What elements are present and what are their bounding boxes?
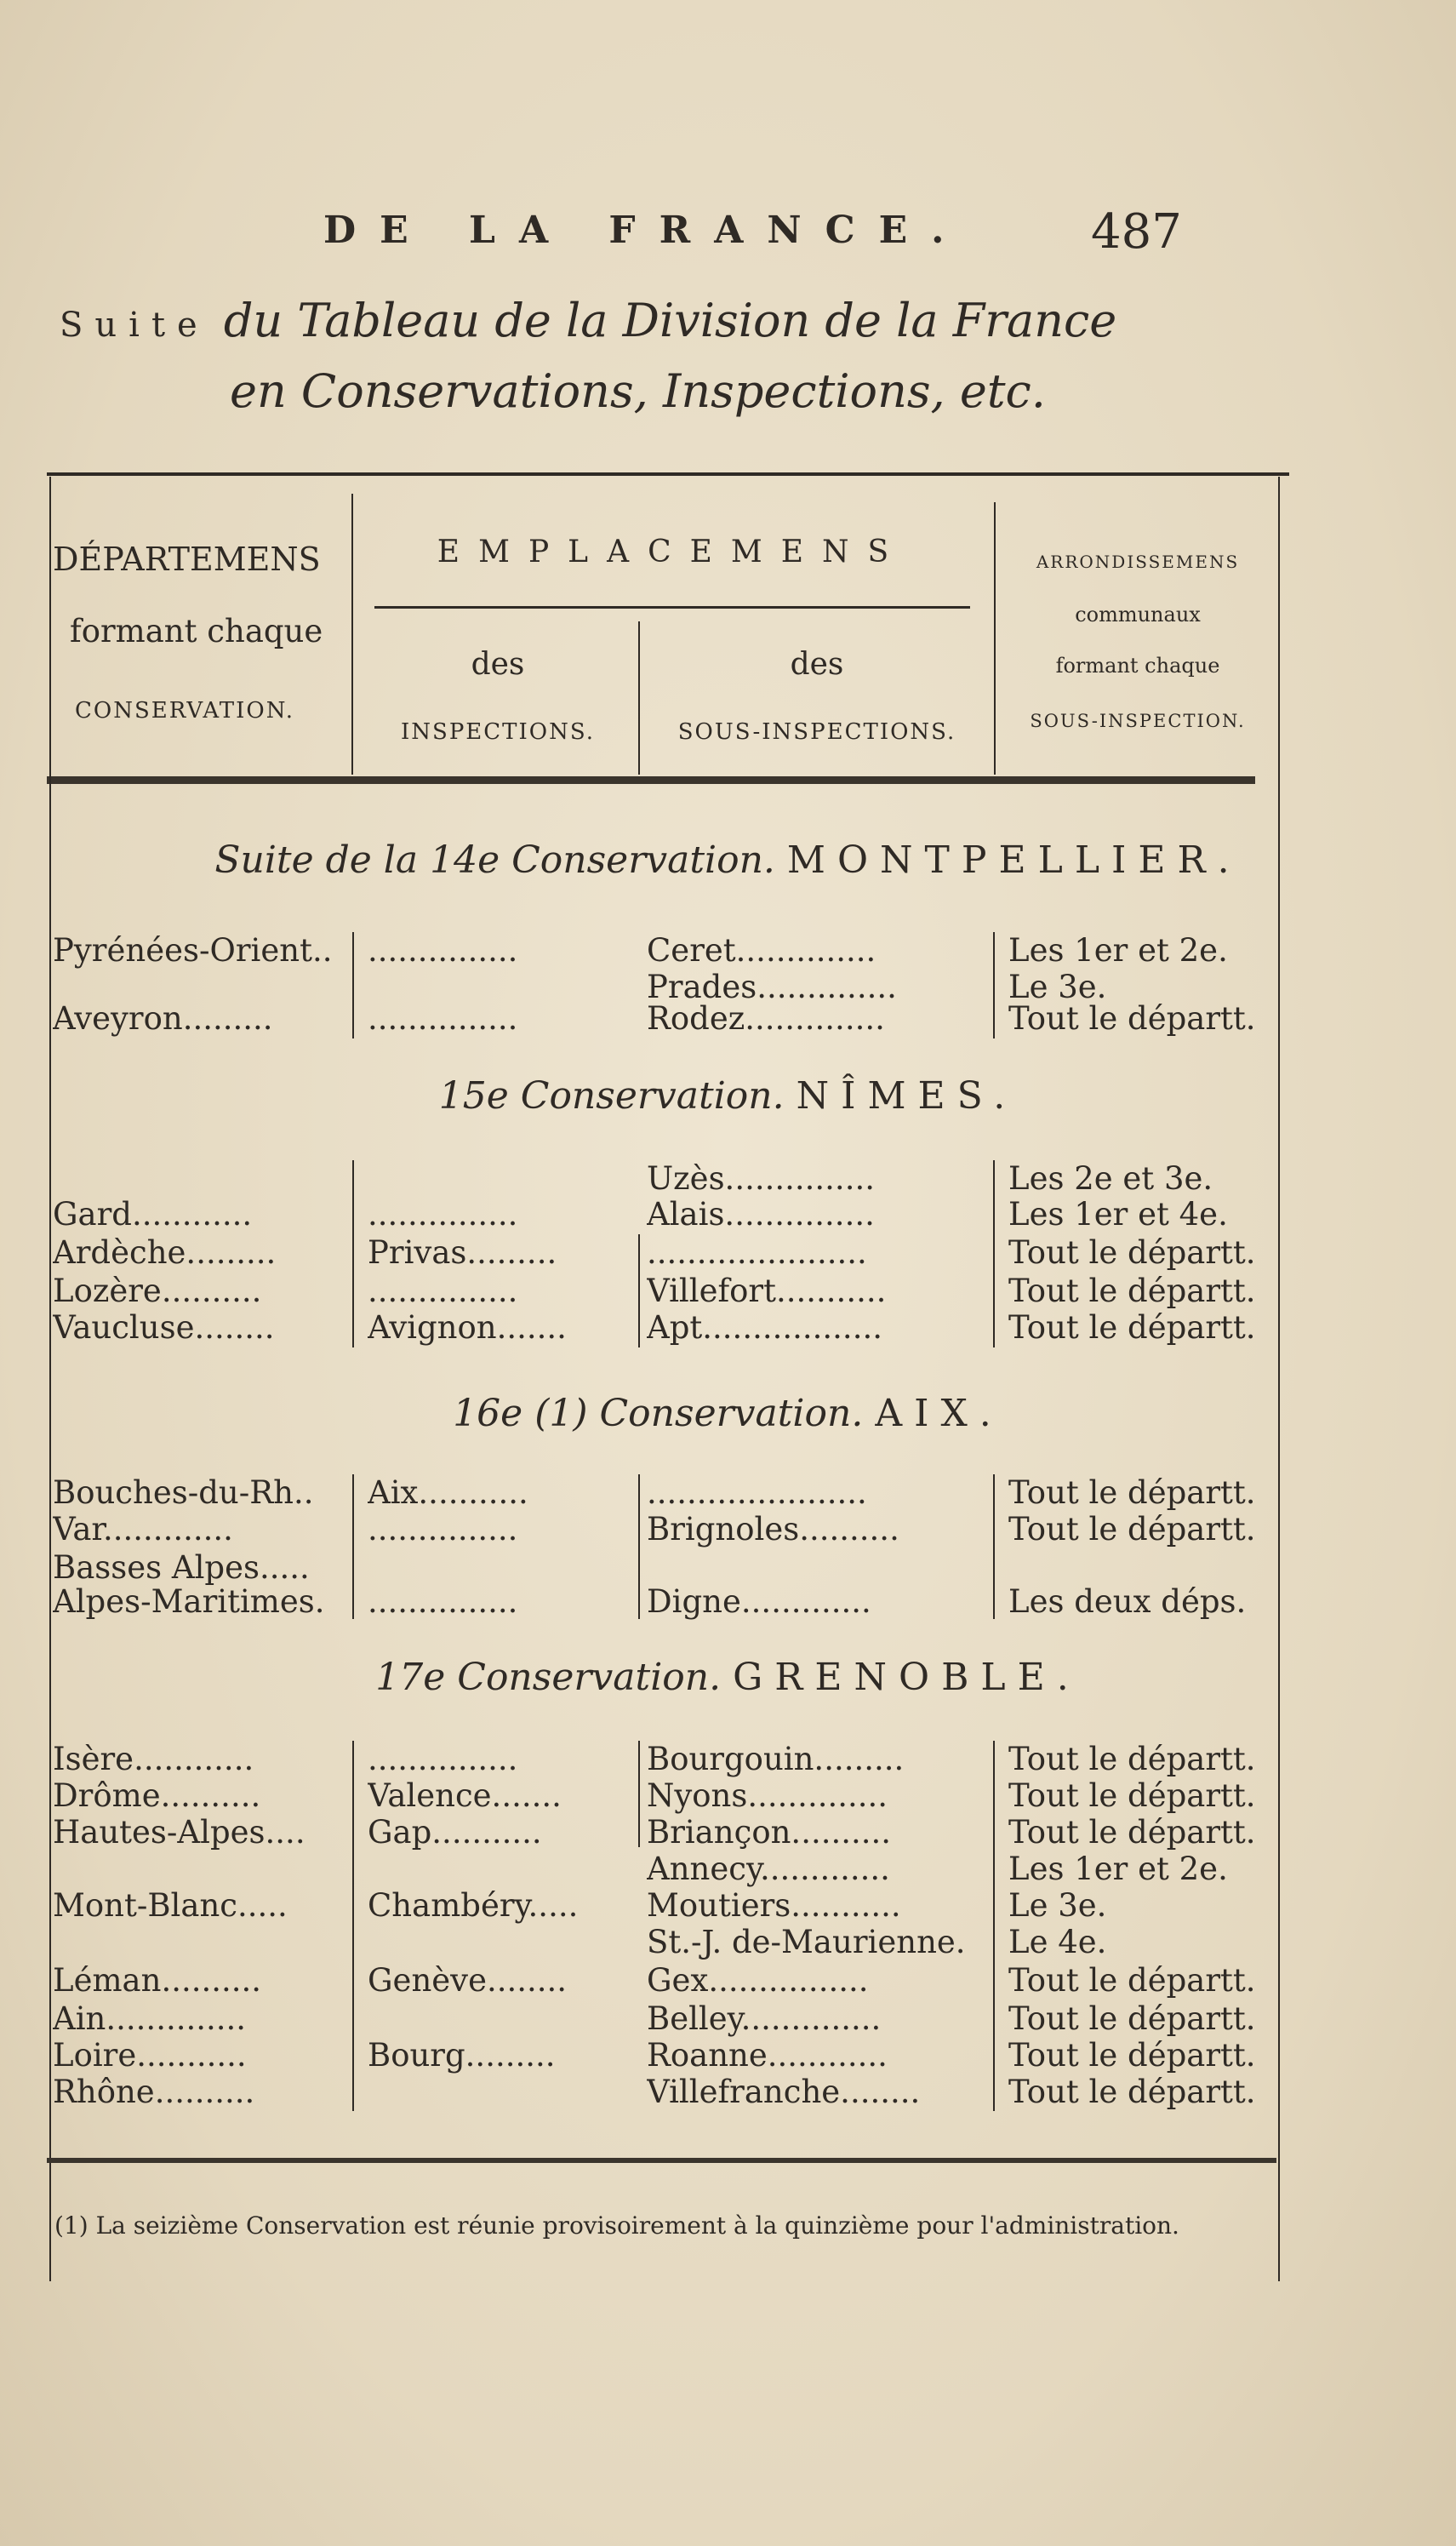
departement-cell: Aveyron......... xyxy=(53,1000,273,1037)
table-row xyxy=(0,1474,1456,1511)
sous-inspection-cell: Briançon.......... xyxy=(647,1814,892,1851)
table-row xyxy=(0,2000,1456,2037)
arrondissement-cell: Tout le départt. xyxy=(1008,1777,1256,1814)
page-title-line-2: en Conservations, Inspections, etc. xyxy=(230,364,1046,418)
col-divider xyxy=(993,1474,995,1619)
section-heading-city: MONTPELLIER. xyxy=(786,838,1242,882)
inspection-cell: ............... xyxy=(368,1196,518,1233)
section-heading-italic: 15e Conservation. xyxy=(438,1074,785,1118)
section-heading-city: NÎMES. xyxy=(796,1074,1018,1118)
footnote: (1) La seizième Conservation est réunie provisoirement à la quinzième pour l'administration. xyxy=(54,2211,1179,2240)
table-row xyxy=(0,1887,1456,1924)
inspection-cell: ............... xyxy=(368,1273,518,1309)
table-row xyxy=(0,1741,1456,1775)
table-row xyxy=(0,1583,1456,1620)
arrondissement-cell: Le 3e. xyxy=(1008,1887,1107,1924)
arrondissement-cell: Tout le départt. xyxy=(1008,1741,1256,1777)
departement-cell: Ain.............. xyxy=(53,2000,247,2037)
arrondissement-cell: Les 2e et 3e. xyxy=(1008,1160,1213,1197)
title-rest: du Tableau de la Division de la France xyxy=(208,294,1117,347)
departement-cell: Lozère.......... xyxy=(53,1273,262,1309)
header-bottom-rule xyxy=(47,776,1255,784)
section-heading-14 xyxy=(0,838,1456,882)
arrondissement-cell: Les 1er et 2e. xyxy=(1008,932,1228,969)
table-row xyxy=(0,1273,1456,1307)
header-col4-line3: formant chaque xyxy=(1055,654,1220,678)
departement-cell: Ardèche......... xyxy=(53,1234,277,1271)
table-row xyxy=(0,969,1456,1003)
section-heading-city: AIX. xyxy=(875,1392,1003,1435)
header-divider-2 xyxy=(638,621,640,775)
sous-inspection-cell: Villefort........... xyxy=(647,1273,887,1309)
header-col3-label: SOUS-INSPECTIONS. xyxy=(677,719,956,745)
departement-cell: Hautes-Alpes.... xyxy=(53,1814,305,1851)
sous-inspection-cell: ...................... xyxy=(647,1234,867,1271)
header-col1-line3: CONSERVATION. xyxy=(75,698,295,724)
header-col2-des: des xyxy=(471,647,525,682)
sous-inspection-cell: Nyons.............. xyxy=(647,1777,888,1814)
section-heading-city: GRENOBLE. xyxy=(733,1656,1081,1699)
arrondissement-cell: Tout le départt. xyxy=(1008,1273,1256,1309)
table-row xyxy=(0,1962,1456,1999)
arrondissement-cell: Tout le départt. xyxy=(1008,1962,1256,1999)
arrondissement-cell: Tout le départt. xyxy=(1008,2000,1256,2037)
col-divider xyxy=(638,1474,640,1619)
sous-inspection-cell: Rodez.............. xyxy=(647,1000,885,1037)
departement-cell: Loire........... xyxy=(53,2037,247,2074)
table-row xyxy=(0,932,1456,969)
arrondissement-cell: Tout le départt. xyxy=(1008,2037,1256,2074)
header-divider-1 xyxy=(351,494,353,775)
inspection-cell: ............... xyxy=(368,1000,518,1037)
sous-inspection-cell: Moutiers........... xyxy=(647,1887,901,1924)
header-col4-line2: communaux xyxy=(1075,603,1201,626)
col-divider xyxy=(638,1741,640,1847)
departement-cell: Léman.......... xyxy=(53,1962,262,1999)
sous-inspection-cell: Uzès............... xyxy=(647,1160,875,1197)
table-row xyxy=(0,1549,1456,1586)
sous-inspection-cell: Gex................ xyxy=(647,1962,869,1999)
arrondissement-cell: Les 1er et 4e. xyxy=(1008,1196,1228,1233)
departement-cell: Var............. xyxy=(53,1511,233,1548)
arrondissement-cell: Les deux déps. xyxy=(1008,1583,1247,1620)
departement-cell: Pyrénées-Orient.. xyxy=(53,932,333,969)
sous-inspection-cell: Apt.................. xyxy=(647,1309,882,1346)
col-divider xyxy=(638,1234,640,1347)
departement-cell: Isère............ xyxy=(53,1741,254,1777)
section-heading-15 xyxy=(0,1074,1456,1118)
table-row xyxy=(0,1851,1456,1885)
departement-cell: Vaucluse........ xyxy=(53,1309,275,1346)
running-head: DE LA FRANCE. xyxy=(323,209,968,252)
col-divider xyxy=(352,932,354,1038)
col-divider xyxy=(352,1741,354,2111)
page-title-line-1 xyxy=(60,294,1116,347)
header-col4-line1: ARRONDISSEMENS xyxy=(1036,552,1240,572)
table-row xyxy=(0,2074,1456,2108)
table-row xyxy=(0,1924,1456,1958)
arrondissement-cell: Le 4e. xyxy=(1008,1924,1107,1960)
section-heading-italic: Suite de la 14e Conservation. xyxy=(214,838,775,882)
inspection-cell: Avignon....... xyxy=(368,1309,567,1346)
inspection-cell: Aix........... xyxy=(368,1474,528,1511)
col-divider xyxy=(993,1160,995,1347)
section-heading-italic: 16e (1) Conservation. xyxy=(453,1392,864,1435)
header-col1-line1: DÉPARTEMENS xyxy=(53,541,321,578)
sous-inspection-cell: Prades.............. xyxy=(647,969,897,1005)
table-row xyxy=(0,1234,1456,1271)
table-row xyxy=(0,1196,1456,1233)
header-col4-line4: SOUS-INSPECTION. xyxy=(1030,711,1246,731)
col-divider xyxy=(352,1474,354,1619)
inspection-cell: ............... xyxy=(368,1741,518,1777)
section-heading-italic: 17e Conservation. xyxy=(375,1656,722,1699)
sous-inspection-cell: ...................... xyxy=(647,1474,867,1511)
sous-inspection-cell: St.-J. de-Maurienne. xyxy=(647,1924,966,1960)
arrondissement-cell: Tout le départt. xyxy=(1008,1234,1256,1271)
col-divider xyxy=(993,932,995,1038)
table-row xyxy=(0,1160,1456,1197)
sous-inspection-cell: Bourgouin......... xyxy=(647,1741,905,1777)
arrondissement-cell: Tout le départt. xyxy=(1008,1309,1256,1346)
header-col3-des: des xyxy=(790,647,844,682)
table-row xyxy=(0,1511,1456,1548)
inspection-cell: ............... xyxy=(368,1511,518,1548)
departement-cell: Bouches-du-Rh.. xyxy=(53,1474,314,1511)
sous-inspection-cell: Alais............... xyxy=(647,1196,875,1233)
section-heading-17 xyxy=(0,1656,1456,1699)
sous-inspection-cell: Brignoles.......... xyxy=(647,1511,899,1548)
page-number: 487 xyxy=(1091,204,1182,260)
departement-cell: Gard............ xyxy=(53,1196,253,1233)
sous-inspection-cell: Belley.............. xyxy=(647,2000,882,2037)
sous-inspection-cell: Ceret.............. xyxy=(647,932,876,969)
departement-cell: Mont-Blanc..... xyxy=(53,1887,288,1924)
sous-inspection-cell: Digne............. xyxy=(647,1583,871,1620)
header-divider-3 xyxy=(994,502,996,775)
departement-cell: Alpes-Maritimes. xyxy=(53,1583,325,1620)
departement-cell: Basses Alpes..... xyxy=(53,1549,310,1586)
table-row xyxy=(0,1000,1456,1037)
header-emplacemens: EMPLACEMENS xyxy=(437,535,908,569)
inspection-cell: Valence....... xyxy=(368,1777,562,1814)
departement-cell: Rhône.......... xyxy=(53,2074,255,2110)
emplacemens-brace xyxy=(374,606,970,609)
inspection-cell: Privas......... xyxy=(368,1234,557,1271)
arrondissement-cell: Tout le départt. xyxy=(1008,2074,1256,2110)
header-col1-line2: formant chaque xyxy=(70,613,323,649)
table-row xyxy=(0,1777,1456,1814)
sous-inspection-cell: Roanne............ xyxy=(647,2037,888,2074)
inspection-cell: Gap........... xyxy=(368,1814,542,1851)
col-divider xyxy=(993,1741,995,2111)
col-divider xyxy=(352,1160,354,1347)
inspection-cell: Bourg......... xyxy=(368,2037,556,2074)
departement-cell: Drôme.......... xyxy=(53,1777,261,1814)
sous-inspection-cell: Villefranche........ xyxy=(647,2074,921,2110)
inspection-cell: Genève........ xyxy=(368,1962,568,1999)
section-heading-16 xyxy=(0,1392,1456,1435)
table-row xyxy=(0,1309,1456,1346)
arrondissement-cell: Les 1er et 2e. xyxy=(1008,1851,1228,1887)
header-col2-label: INSPECTIONS. xyxy=(400,719,596,745)
arrondissement-cell: Tout le départt. xyxy=(1008,1000,1256,1037)
arrondissement-cell: Le 3e. xyxy=(1008,969,1107,1005)
arrondissement-cell: Tout le départt. xyxy=(1008,1814,1256,1851)
inspection-cell: Chambéry..... xyxy=(368,1887,579,1924)
bottom-rule xyxy=(47,2158,1276,2163)
arrondissement-cell: Tout le départt. xyxy=(1008,1511,1256,1548)
top-rule xyxy=(47,472,1289,476)
table-row xyxy=(0,2037,1456,2074)
inspection-cell: ............... xyxy=(368,932,518,969)
table-row xyxy=(0,1814,1456,1851)
inspection-cell: ............... xyxy=(368,1583,518,1620)
arrondissement-cell: Tout le départt. xyxy=(1008,1474,1256,1511)
title-smallcaps: Suite xyxy=(60,306,209,345)
sous-inspection-cell: Annecy............. xyxy=(647,1851,890,1887)
